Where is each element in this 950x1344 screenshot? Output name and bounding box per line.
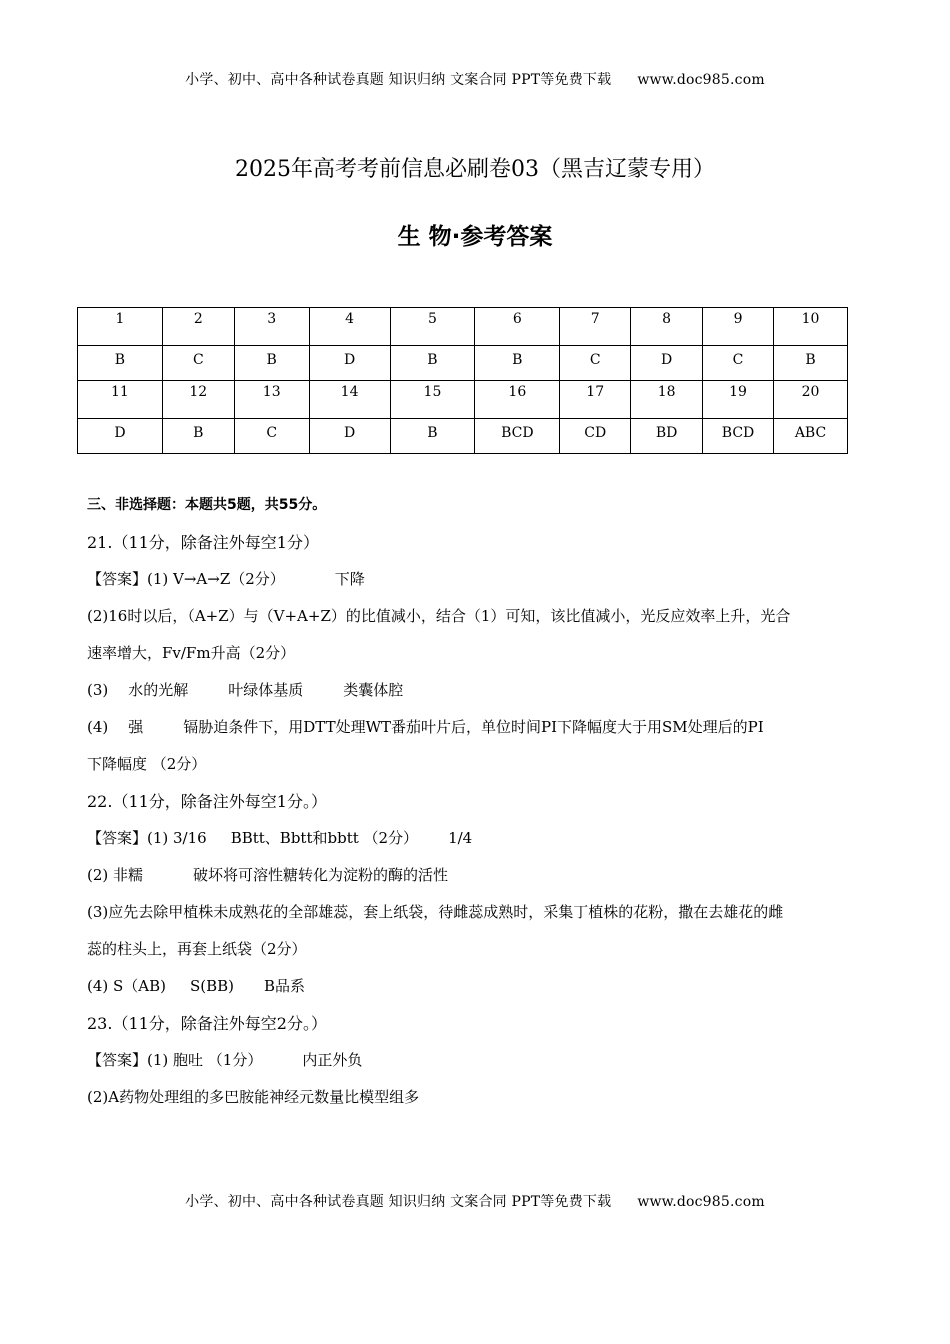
q22-a4-v2: S(BB) (190, 977, 235, 995)
answer-cell: B (774, 346, 848, 381)
answer-cell: B (234, 346, 309, 381)
answer-cell: C (703, 346, 774, 381)
question-number: 9 (703, 308, 774, 346)
answer-cell: B (162, 419, 234, 454)
q22-a2-v2: 破坏将可溶性糖转化为淀粉的酶的活性 (193, 866, 449, 884)
q21-a4-v1: 强 (128, 718, 144, 736)
q21-a3-v1: 水的光解 (128, 681, 189, 699)
q22-answer-1 (87, 826, 867, 863)
q21-answer-2-line1: (2)16时以后，（A+Z）与（V+A+Z）的比值减小，结合（1）可知，该比值减小，光反应效率上升，光合 (87, 607, 791, 625)
page-header (0, 69, 950, 89)
question-number: 6 (475, 308, 560, 346)
answer-cell: D (309, 419, 390, 454)
table-row-numbers-1 (78, 308, 848, 346)
question-number: 14 (309, 381, 390, 419)
q21-a3-v2: 叶绿体基质 (228, 681, 304, 699)
answer-cell: BCD (703, 419, 774, 454)
q21-a1-prefix: 【答案】(1) V→A→Z（2分） (87, 570, 285, 588)
q22-answer-2 (87, 863, 867, 900)
question-number: 5 (390, 308, 475, 346)
question-number: 15 (390, 381, 475, 419)
answer-cell: C (162, 346, 234, 381)
answer-cell: B (78, 346, 163, 381)
question-number: 3 (234, 308, 309, 346)
answer-cell: B (390, 346, 475, 381)
question-number: 2 (162, 308, 234, 346)
q21-a4-v2: 镉胁迫条件下，用DTT处理WT番茄叶片后，单位时间PI下降幅度大于用SM处理后的PI (183, 718, 764, 736)
document-title: 2025年高考考前信息必刷卷03（黑吉辽蒙专用） (235, 157, 715, 182)
question-number: 10 (774, 308, 848, 346)
q22-answer-3-line2: 蕊的柱头上，再套上纸袋（2分） (87, 940, 307, 958)
q22-a1-v3: 1/4 (448, 829, 473, 847)
question-21-heading: 21.（11分，除备注外每空1分） (87, 533, 319, 552)
q22-a4-v3: B品系 (264, 977, 306, 995)
q21-answer-4 (87, 715, 867, 752)
q21-answer-4-line2: 下降幅度 （2分） (87, 755, 207, 773)
answer-cell: D (631, 346, 703, 381)
q21-a3-v3: 类囊体腔 (343, 681, 404, 699)
table-row-answers-2 (78, 419, 848, 454)
question-number: 8 (631, 308, 703, 346)
question-number: 7 (560, 308, 631, 346)
header-text: 小学、初中、高中各种试卷真题 知识归纳 文案合同 PPT等免费下载 (185, 72, 612, 88)
answer-cell: BD (631, 419, 703, 454)
section-heading: 三、非选择题：本题共5题，共55分。 (87, 497, 327, 513)
q22-answer-4 (87, 974, 867, 1011)
document-subtitle: 生 物·参考答案 (397, 224, 553, 250)
q23-answer-2-line1: (2)A药物处理组的多巴胺能神经元数量比模型组多 (87, 1088, 420, 1106)
question-number: 20 (774, 381, 848, 419)
page-footer (0, 1191, 950, 1211)
q23-a1-v2: 内正外负 (302, 1051, 363, 1069)
answer-cell: D (78, 419, 163, 454)
question-number: 19 (703, 381, 774, 419)
answer-cell: C (234, 419, 309, 454)
answer-content (87, 493, 867, 1122)
question-number: 11 (78, 381, 163, 419)
q22-a1-prefix: 【答案】(1) 3/16 (87, 829, 207, 847)
question-number: 1 (78, 308, 163, 346)
table-row-answers-1 (78, 346, 848, 381)
answer-cell: B (390, 419, 475, 454)
q23-answer-1 (87, 1048, 867, 1085)
table-row-numbers-2 (78, 381, 848, 419)
answer-cell: D (309, 346, 390, 381)
q22-a4-label: (4) S（AB) (87, 977, 166, 995)
q22-a1-v2: BBtt、Bbtt和bbtt （2分） (230, 829, 419, 847)
answer-cell: C (560, 346, 631, 381)
header-site-link[interactable]: www.doc985.com (637, 72, 765, 88)
question-23-heading: 23.（11分，除备注外每空2分。） (87, 1014, 327, 1033)
question-22-heading: 22.（11分，除备注外每空1分。） (87, 792, 327, 811)
answer-cell: B (475, 346, 560, 381)
answer-cell: ABC (774, 419, 848, 454)
answer-cell: CD (560, 419, 631, 454)
q21-a3-label: (3) (87, 681, 109, 699)
question-number: 17 (560, 381, 631, 419)
question-number: 12 (162, 381, 234, 419)
question-number: 13 (234, 381, 309, 419)
q22-answer-3-line1: (3)应先去除甲植株未成熟花的全部雄蕊，套上纸袋，待雌蕊成熟时，采集丁植株的花粉，撒在去雄花的雌 (87, 903, 784, 921)
answer-cell: BCD (475, 419, 560, 454)
q21-answer-2-line2: 速率增大，Fv/Fm升高（2分） (87, 644, 296, 662)
q21-a4-label: (4) (87, 718, 109, 736)
footer-site-link[interactable]: www.doc985.com (637, 1194, 765, 1210)
answer-table (77, 307, 848, 454)
q21-answer-1 (87, 567, 867, 604)
footer-text: 小学、初中、高中各种试卷真题 知识归纳 文案合同 PPT等免费下载 (185, 1194, 612, 1210)
question-number: 4 (309, 308, 390, 346)
q21-a1-second: 下降 (334, 570, 365, 588)
q21-answer-3 (87, 678, 867, 715)
question-number: 18 (631, 381, 703, 419)
q23-a1-prefix: 【答案】(1) 胞吐 （1分） (87, 1051, 263, 1069)
question-number: 16 (475, 381, 560, 419)
q22-a2-label: (2) 非糯 (87, 866, 144, 884)
